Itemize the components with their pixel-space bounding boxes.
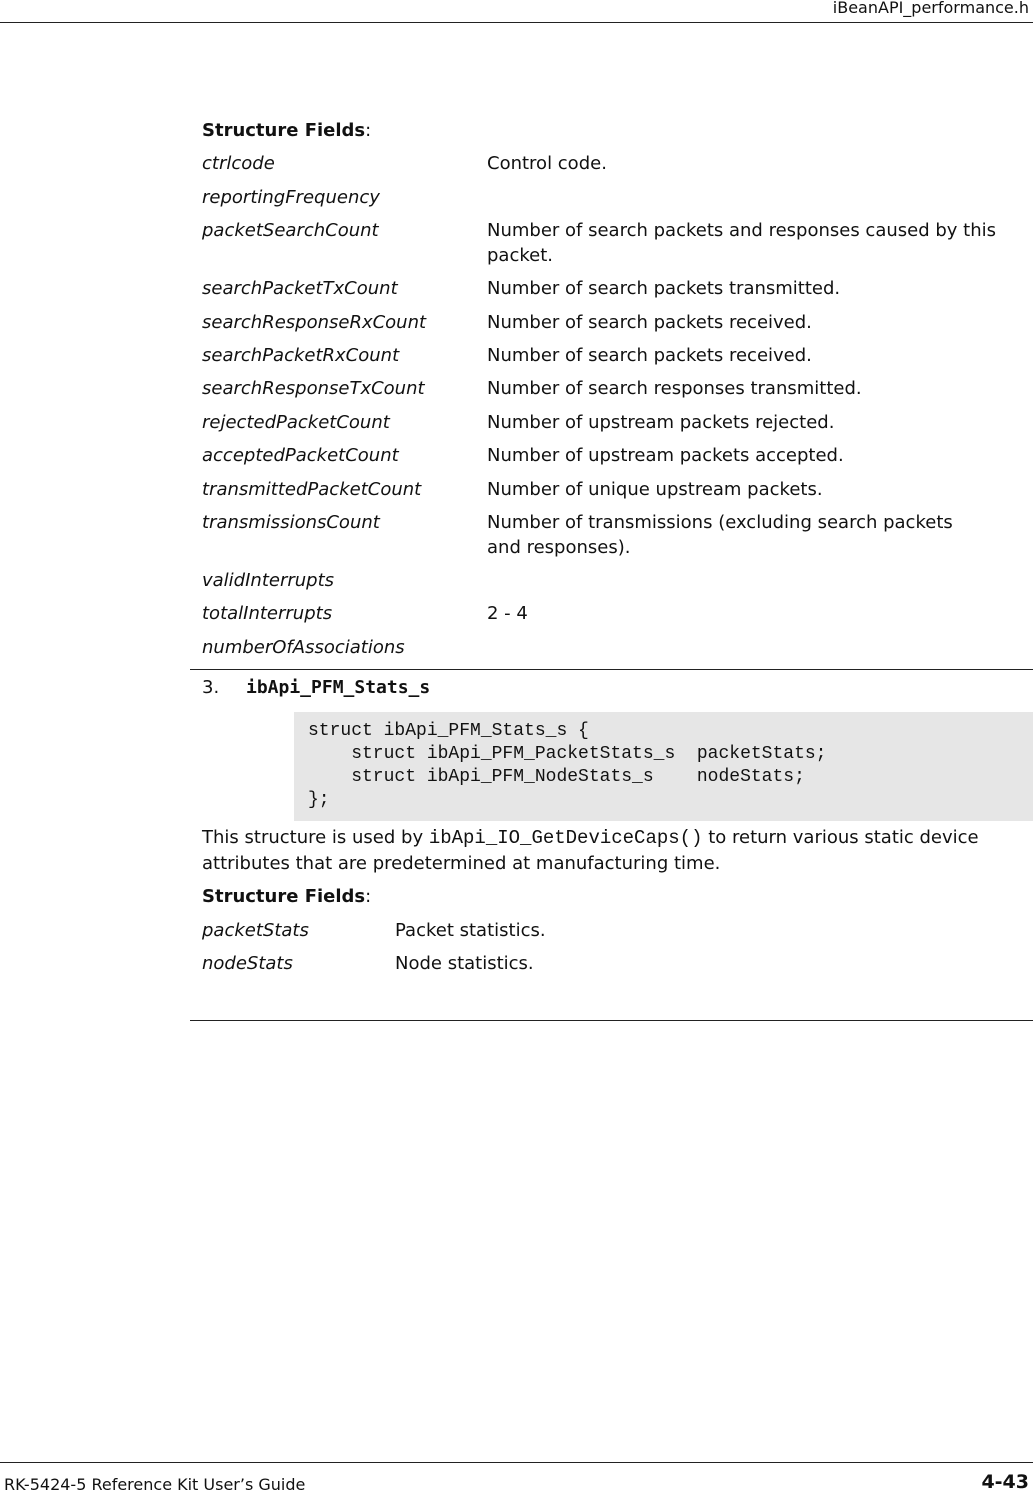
field-description: Packet statistics. (395, 920, 546, 941)
field-name: reportingFrequency (202, 187, 380, 208)
field-description: Number of search packets transmitted. (487, 278, 841, 299)
code-block (294, 712, 1033, 821)
field-name: acceptedPacketCount (202, 445, 399, 466)
field-name: transmissionsCount (202, 512, 380, 533)
section-divider (190, 669, 1033, 670)
field-description: Number of search packets received. (487, 345, 812, 366)
header-rule (0, 22, 1033, 23)
page-number: 4-43 (981, 1471, 1029, 1493)
field-name: numberOfAssociations (202, 637, 405, 658)
field-description: Control code. (487, 153, 607, 174)
section-struct-name: ibApi_PFM_Stats_s (246, 677, 431, 698)
structure-fields-label: Structure Fields: (202, 120, 372, 141)
field-name: searchResponseTxCount (202, 378, 425, 399)
field-name: searchResponseRxCount (202, 312, 427, 333)
footer-document-title: RK-5424-5 Reference Kit User’s Guide (4, 1475, 306, 1494)
document-header-title: iBeanAPI_performance.h (832, 0, 1029, 17)
field-name: validInterrupts (202, 570, 335, 591)
section-number: 3. (202, 677, 220, 698)
field-description: Number of upstream packets accepted. (487, 445, 844, 466)
field-description: Number of transmissions (excluding search packets and responses). (487, 512, 953, 558)
structure-fields-label: Structure Fields: (202, 886, 372, 907)
field-description: 2 - 4 (487, 603, 528, 624)
footer-rule (0, 1462, 1033, 1463)
field-description: Number of upstream packets rejected. (487, 412, 835, 433)
field-description: Number of unique upstream packets. (487, 479, 823, 500)
field-name: packetStats (202, 920, 309, 941)
field-description: Number of search packets received. (487, 312, 812, 333)
field-name: transmittedPacketCount (202, 479, 422, 500)
field-name: totalInterrupts (202, 603, 333, 624)
inline-code: ibApi_IO_GetDeviceCaps() (428, 827, 703, 849)
field-name: searchPacketTxCount (202, 278, 398, 299)
field-description: Node statistics. (395, 953, 534, 974)
code-text: struct ibApi_PFM_Stats_s { struct ibApi_PFM_PacketStats_s packetStats; struct ibApi_PFM_NodeStats_s nodeStats; }; (308, 721, 827, 810)
field-description: Number of search responses transmitted. (487, 378, 862, 399)
field-description: Number of search packets and responses caused by this packet. (487, 220, 997, 266)
field-name: packetSearchCount (202, 220, 379, 241)
description-paragraph: This structure is used by ibApi_IO_GetDeviceCaps() to return various static device attributes that are predetermined at manufacturing time. (202, 827, 979, 874)
section-heading (202, 677, 430, 698)
field-name: ctrlcode (202, 153, 275, 174)
field-name: searchPacketRxCount (202, 345, 400, 366)
field-name: nodeStats (202, 953, 293, 974)
section-divider (190, 1020, 1033, 1021)
field-name: rejectedPacketCount (202, 412, 390, 433)
